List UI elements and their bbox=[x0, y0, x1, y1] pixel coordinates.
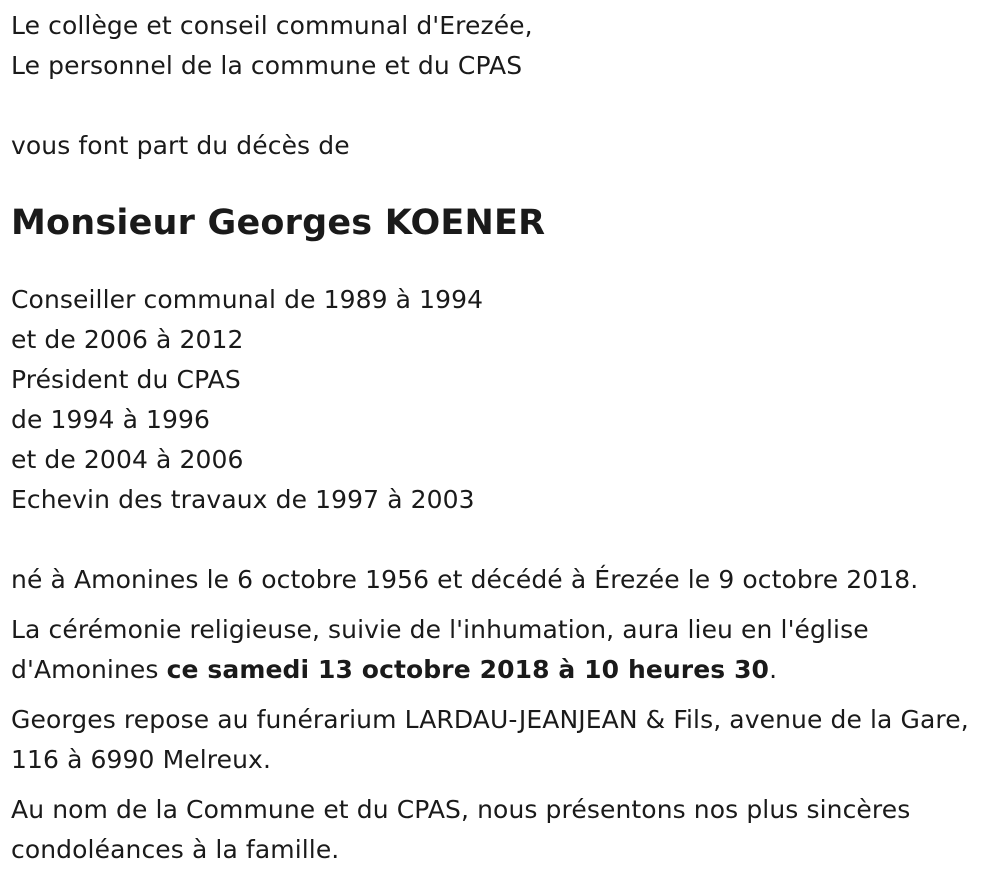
function-line: et de 2006 à 2012 bbox=[11, 325, 244, 354]
intro-text: vous font part du décès de bbox=[11, 131, 350, 160]
function-line: Conseiller communal de 1989 à 1994 bbox=[11, 285, 484, 314]
ceremony-text bbox=[11, 610, 986, 690]
header-line-1: Le collège et conseil communal d'Erezée, bbox=[11, 11, 533, 40]
deceased-name: Monsieur Georges KOENER bbox=[11, 203, 546, 243]
function-line: de 1994 à 1996 bbox=[11, 405, 211, 434]
function-line: et de 2004 à 2006 bbox=[11, 445, 244, 474]
ceremony-date-time: ce samedi 13 octobre 2018 à 10 heures 30 bbox=[166, 655, 770, 684]
condolences-text: Au nom de la Commune et du CPAS, nous présentons nos plus sincères condoléances à la famille. bbox=[11, 795, 911, 864]
ceremony-text-before: La cérémonie religieuse, suivie de l'inhumation, aura lieu en l'église d'Amonines bbox=[11, 615, 869, 684]
header-line-2: Le personnel de la commune et du CPAS bbox=[11, 51, 523, 80]
functions-list bbox=[11, 280, 986, 520]
details bbox=[11, 560, 986, 870]
funeral-home-text: Georges repose au funérarium LARDAU-JEANJEAN & Fils, avenue de la Gare, 116 à 6990 Melreux. bbox=[11, 705, 969, 774]
obituary-notice bbox=[11, 6, 986, 870]
function-line: Président du CPAS bbox=[11, 365, 241, 394]
birth-death-text: né à Amonines le 6 octobre 1956 et décédé à Érezée le 9 octobre 2018. bbox=[11, 565, 919, 594]
ceremony-text-after: . bbox=[769, 655, 778, 684]
function-line: Echevin des travaux de 1997 à 2003 bbox=[11, 485, 475, 514]
